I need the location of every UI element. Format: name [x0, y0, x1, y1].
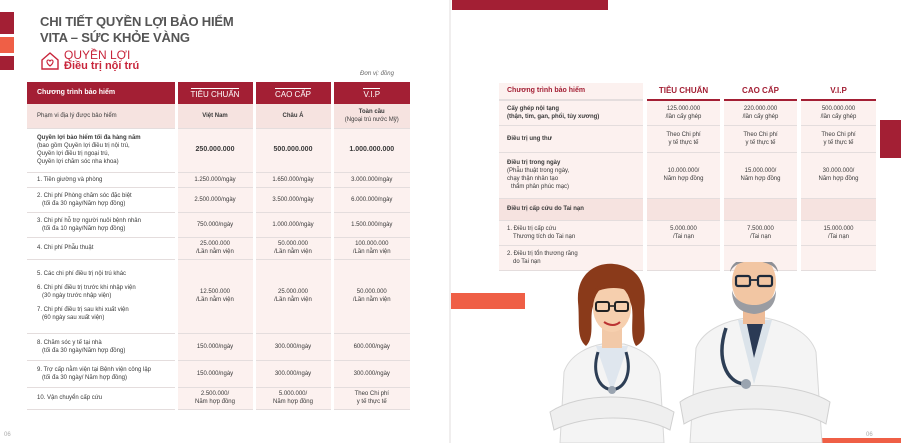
table-row: [499, 125, 876, 152]
cell-value: 3.500.000/ngày: [254, 187, 332, 212]
cell-value: 50.000.000 /Lần nằm viện: [254, 237, 332, 259]
header-plan-vip: V.I.P: [332, 82, 410, 104]
title-line-1: CHI TIẾT QUYỀN LỢI BẢO HIỂM: [40, 14, 234, 29]
cell-value: 2.500.000/ Năm hợp đồng: [176, 387, 254, 409]
row-label: 8. Chăm sóc y tế tại nhà (tối đa 30 ngày/Năm hợp đồng): [27, 333, 176, 360]
cell-value: 600.000/ngày: [332, 333, 410, 360]
male-doctor: [680, 262, 830, 443]
row-label: 2. Điều trị tổn thương răng do Tai nạn: [499, 245, 645, 270]
cell-value: 5.000.000 /Tai nạn: [645, 220, 722, 245]
cell-value: 500.000.000 /lần cấy ghép: [799, 100, 876, 125]
page-number-right: 06: [866, 432, 873, 438]
table-row: [27, 104, 410, 128]
cell-value: Châu Á: [254, 104, 332, 128]
row-label: 2. Chi phí Phòng chăm sóc đặc biệt (tối đa 30 ngày/Năm hợp đồng): [27, 187, 176, 212]
cell-value: 1.500.000/ngày: [332, 212, 410, 237]
cell-value: 10.000.000/ Năm hợp đồng: [645, 152, 722, 198]
cell-value: 750.000/ngày: [176, 212, 254, 237]
cell-value: 6.000.000/ngày: [332, 187, 410, 212]
cell-value: 50.000.000 /Lần nằm viện: [332, 259, 410, 333]
cell-value: Việt Nam: [176, 104, 254, 128]
table-row: [27, 360, 410, 387]
row-label: Quyền lợi bảo hiểm tối đa hàng năm (bao gồm Quyền lợi điều trị nội trú, Quyền lợi điều trị ngoại trú, Quyền lợi chăm sóc nha khoa): [27, 128, 176, 172]
table-row: [27, 237, 410, 259]
cell-value: 100.000.000 /Lần nằm viện: [332, 237, 410, 259]
table-row: [27, 387, 410, 409]
table-row-group: [27, 259, 410, 333]
cell-value: [645, 198, 722, 220]
header-plan-premium: CAO CẤP: [254, 82, 332, 104]
right-top-bar: [452, 0, 608, 10]
left-accent-bar: [0, 56, 14, 70]
table-row: [27, 172, 410, 187]
home-heart-icon: [40, 51, 60, 71]
row-label: Điều trị trong ngày (Phẫu thuật trong ngày, chạy thận nhân tạo thẩm phân phúc mạc): [499, 152, 645, 198]
table-row: [27, 128, 410, 172]
header-plan-standard: TIÊU CHUẨN: [176, 82, 254, 104]
cell-value: 220.000.000 /lần cấy ghép: [722, 100, 799, 125]
cell-value: 150.000/ngày: [176, 333, 254, 360]
right-edge-bar: [880, 120, 901, 158]
left-accent-bar: [0, 12, 14, 34]
table-row: [27, 212, 410, 237]
table-row: [499, 220, 876, 245]
table-header-row: [499, 83, 876, 100]
cell-value: 300.000/ngày: [254, 360, 332, 387]
row-label: 1. Tiền giường và phòng: [27, 172, 176, 187]
cell-value: 5.000.000/ Năm hợp đồng: [254, 387, 332, 409]
cell-value: 1.000.000/ngày: [254, 212, 332, 237]
page-number-left: 06: [4, 432, 11, 438]
row-label: 5. Các chi phí điều trị nội trú khác 6. Chi phí điều trị trước khi nhập viện (30 ngày trước nhập viện) 7. Chi phí điều trị sau khi xuất viện (60 ngày sau xuất viện): [27, 259, 176, 333]
table-section-row: [499, 198, 876, 220]
section-label: Điều trị cấp cứu do Tai nạn: [499, 198, 645, 220]
cell-value: 25.000.000 /Lần nằm viện: [254, 259, 332, 333]
cell-value: Theo Chi phí y tế thực tế: [645, 125, 722, 152]
inpatient-benefit-table: [27, 82, 410, 410]
unit-note: Đơn vị: đồng: [360, 71, 394, 77]
cell-value: 30.000.000/ Năm hợp đồng: [799, 152, 876, 198]
header-plan-premium: CAO CẤP: [722, 83, 799, 100]
section-subtitle: Điều trị nội trú: [64, 60, 140, 72]
row-label: Cấy ghép nội tạng (thận, tim, gan, phổi, tủy xương): [499, 100, 645, 125]
cell-value: 7.500.000 /Tai nạn: [722, 220, 799, 245]
female-doctor: [550, 264, 674, 443]
title-line-2: VITA – SỨC KHỎE VÀNG: [40, 30, 190, 45]
row-label: 10. Vận chuyển cấp cứu: [27, 387, 176, 409]
cell-value: 15.000.000/ Năm hợp đồng: [722, 152, 799, 198]
header-plan-standard: TIÊU CHUẨN: [645, 83, 722, 100]
cell-value: Theo Chi phí y tế thực tế: [799, 125, 876, 152]
header-plan-vip: V.I.P: [799, 83, 876, 100]
header-program: Chương trình bảo hiểm: [499, 83, 645, 100]
row-label: 1. Điều trị cấp cứu Thương tích do Tai nạn: [499, 220, 645, 245]
table-row: [27, 187, 410, 212]
row-label: Phạm vi địa lý được bảo hiểm: [27, 104, 176, 128]
cell-value: 25.000.000 /Lần nằm viện: [176, 237, 254, 259]
table-header-row: [27, 82, 410, 104]
cell-value: 1.000.000.000: [332, 128, 410, 172]
cell-value: 300.000/ngày: [332, 360, 410, 387]
cell-value: 15.000.000 /Tai nạn: [799, 220, 876, 245]
cell-value: 1.250.000/ngày: [176, 172, 254, 187]
right-orange-bar: [451, 293, 525, 309]
page-gutter: [449, 0, 451, 443]
row-label: 3. Chi phí hỗ trợ người nuôi bệnh nhân (tối đa 10 ngày/Năm hợp đồng): [27, 212, 176, 237]
benefit-table-continued: [499, 83, 876, 271]
cell-value: 500.000.000: [254, 128, 332, 172]
cell-value: Theo Chi phí y tế thực tế: [722, 125, 799, 152]
cell-value: 150.000/ngày: [176, 360, 254, 387]
cell-value: [799, 198, 876, 220]
page-title: [40, 14, 233, 46]
row-label: 9. Trợ cấp nằm viện tại Bệnh viện công lập (tối đa 30 ngày/ Năm hợp đồng): [27, 360, 176, 387]
table-row: [27, 333, 410, 360]
cell-value: 125.000.000 /lần cấy ghép: [645, 100, 722, 125]
doctors-illustration: [540, 262, 880, 443]
cell-value: 300.000/ngày: [254, 333, 332, 360]
table-row: [499, 152, 876, 198]
left-accent-bar: [0, 37, 14, 53]
cell-value: [722, 198, 799, 220]
cell-value: Theo Chi phí y tế thực tế: [332, 387, 410, 409]
cell-value: 2.500.000/ngày: [176, 187, 254, 212]
header-program: Chương trình bảo hiểm: [27, 82, 176, 104]
cell-value: 3.000.000/ngày: [332, 172, 410, 187]
cell-value: 250.000.000: [176, 128, 254, 172]
row-label: Điều trị ung thư: [499, 125, 645, 152]
table-row: [499, 100, 876, 125]
section-heading: [40, 50, 139, 72]
row-label: 4. Chi phí Phẫu thuật: [27, 237, 176, 259]
cell-value: 12.500.000 /Lần nằm viện: [176, 259, 254, 333]
cell-value: 1.650.000/ngày: [254, 172, 332, 187]
section-title: QUYỀN LỢI: [64, 48, 131, 62]
cell-value: Toàn cầu (Ngoại trú nước Mỹ): [332, 104, 410, 128]
